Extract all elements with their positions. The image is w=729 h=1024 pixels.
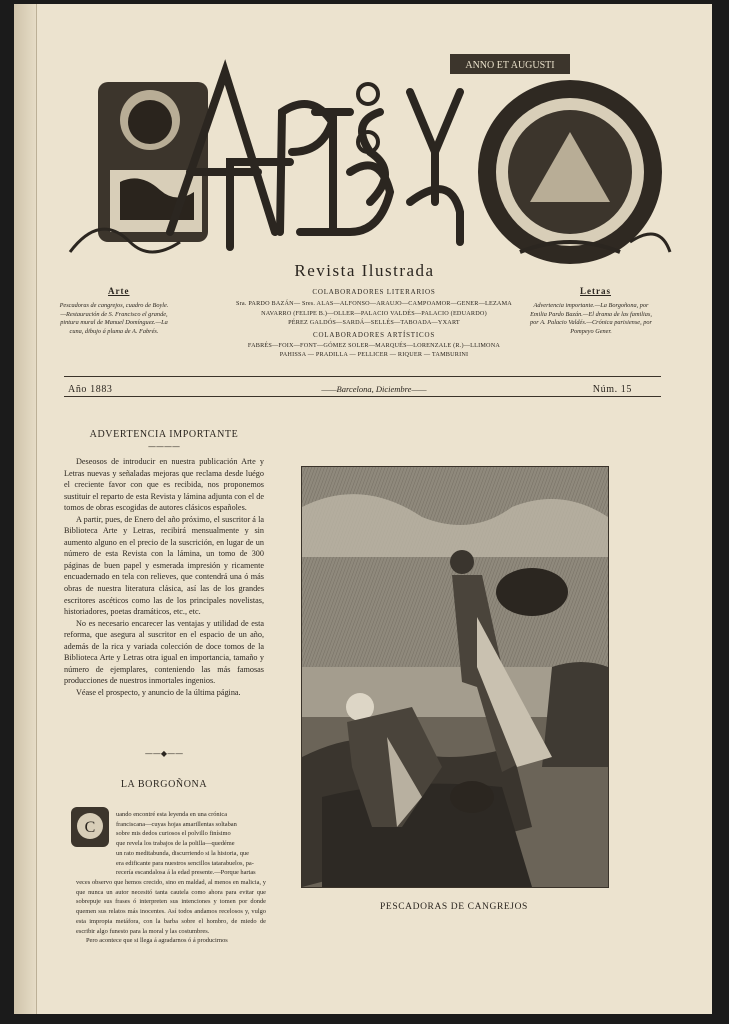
literary-line: PÉREZ GALDÓS—SARDÁ—SELLÉS—TABOADA—YXART <box>288 319 460 327</box>
artistic-heading: COLABORADORES ARTÍSTICOS <box>312 330 436 339</box>
masthead-illustration <box>50 52 690 272</box>
engraving-illustration <box>301 466 609 888</box>
text-line: era edificante para nuestros sencillos tatarabuelos, pa- <box>116 859 254 867</box>
masthead <box>50 52 690 272</box>
literary-line: NAVARRO (FELIPE B.)—OLLER—PALACIO VALDÉS—PALACIO (EDUARDO) <box>261 309 487 317</box>
text-line: un rato meditabunda, discurriendo si la historia, que <box>116 849 249 857</box>
arte-heading: Arte <box>108 286 130 296</box>
advertencia-body <box>64 456 264 698</box>
decorated-initial-icon <box>70 806 110 848</box>
title-letters-icon <box>170 72 460 247</box>
text-line: uando encontré esta leyenda en una crónica <box>116 811 228 818</box>
engraving-caption: PESCADORAS DE CANGREJOS <box>380 902 528 912</box>
text-line: recería escandalosa á la edad presente.—Porque hartas <box>116 869 256 877</box>
issue-year: Año 1883 <box>68 384 113 395</box>
binding-spine <box>14 4 37 1014</box>
advertencia-paragraph: No es necesario encarecer las ventajas y utilidad de esta reforma, que asegura al suscritor en el espacio de un año, además de la rica y variada colección de doce tomos de la Biblioteca Arte y Letras otra igual en importancia, tamaño y número de ejemplares, conteniendo las más famosas producciones de nuestros inmortales ingenios. <box>64 618 264 686</box>
literary-line: Sra. PARDO BAZÁN— Sres. ALAS—ALFONSO—ARAUJO—CAMPOAMOR—GENER—LEZAMA <box>236 300 512 307</box>
issue-number: Núm. 15 <box>592 384 632 395</box>
text-line: franciscana—cuyas hojas amarillentas soltaban <box>116 820 237 828</box>
text-line: que revela los trabajos de la polilla—quedéme <box>116 840 235 848</box>
borgonona-paragraph: veces observo que hemos crecido, sino en maldad, al menos en malicia, y que nunca un autor necesitó tanta cautela como ahora para evitar que sobrepuje sus frases ó interpreten sus intenciones y tomen por donde quemen sus relatos más inocentes. Así todos andamos recelosos y, vulgo esta impropia metáfora, con la barba sobre el hombro, de miedo de escribir algo funesto para la moral y las costumbres. <box>76 879 266 935</box>
ornament-divider: ——◆—— <box>144 749 184 758</box>
letras-heading: Letras <box>580 286 611 296</box>
literary-heading: COLABORADORES LITERARIOS <box>312 288 436 296</box>
collaborators-block <box>204 288 544 360</box>
letras-contents: Advertencia importante.—La Borgoñona, por Emilia Pardo Bazán.—El drama de las familias, por A. Palacio Valdés.—Crónica parisiense, por Pompeyo Gener. <box>530 302 652 335</box>
artistic-line: PAHISSA — PRADILLA — PELLICER — RIQUER — TAMBURINI <box>279 351 469 359</box>
svg-text:C: C <box>84 819 96 836</box>
borgonona-title: LA BORGOÑONA <box>120 779 208 790</box>
ornament-divider: ———— <box>148 442 180 451</box>
artistic-line: FABRÉS—FOIX—FONT—GÓMEZ SOLER—MARQUÉS—LORENZALE (R.)—LLIMONA <box>247 341 501 349</box>
borgonona-opening <box>116 810 266 878</box>
issue-place-date: ——Barcelona, Diciembre—— <box>321 384 427 394</box>
medallion-icon <box>478 80 662 264</box>
advertencia-paragraph: Véase el prospecto, y anuncio de la última página. <box>76 687 241 697</box>
rule-bottom <box>64 396 661 397</box>
banner-text: ANNO ET AUGUSTI <box>465 60 555 71</box>
masthead-title <box>50 52 51 53</box>
borgonona-last-line: Pero acontece que si llega á agradarnos ó á producirnos <box>86 937 228 945</box>
advertencia-paragraph: A partir, pues, de Enero del año próximo, el suscritor á la Biblioteca Arte y Letras, recibirá mensualmente y sin aumento alguno en el precio de la suscrición, en lugar de un número de esta Revista con la lámina, un tomo de 300 páginas de buen papel y esmerada impresión y ricamente encuadernado en tela con relieves, que contendrá una ó más obras de nuestra literatura clásica, así las de los grandes escritores ascéticos como las de los principales novelistas, historiadores, poetas dramáticos, etc., etc. <box>64 514 264 617</box>
advertencia-paragraph: Deseosos de introducir en nuestra publicación Arte y Letras nuevas y señaladas mejoras que reclama desde luégo el creciente favor con que es recibida, nos proponemos sustituir el reparto de esta Revista y lámina adjunta con el de tomos de obras escogidas de autores clásicos españoles. <box>64 457 264 513</box>
text-line: sobre mis dedos curiosos el polvillo finísimo <box>116 830 231 838</box>
subtitle: Revista Ilustrada <box>294 261 435 280</box>
borgonona-body <box>76 878 266 946</box>
arte-contents: Pescadoras de cangrejos, cuadro de Boyle.—Restauración de S. Francisco el grande, pintura mural de Manuel Domínguez.—La cuna, dibujo á pluma de A. Fabrés. <box>59 302 169 335</box>
newspaper-page <box>14 4 712 1014</box>
advertencia-title: ADVERTENCIA IMPORTANTE <box>89 429 239 440</box>
rule-top <box>64 376 661 377</box>
